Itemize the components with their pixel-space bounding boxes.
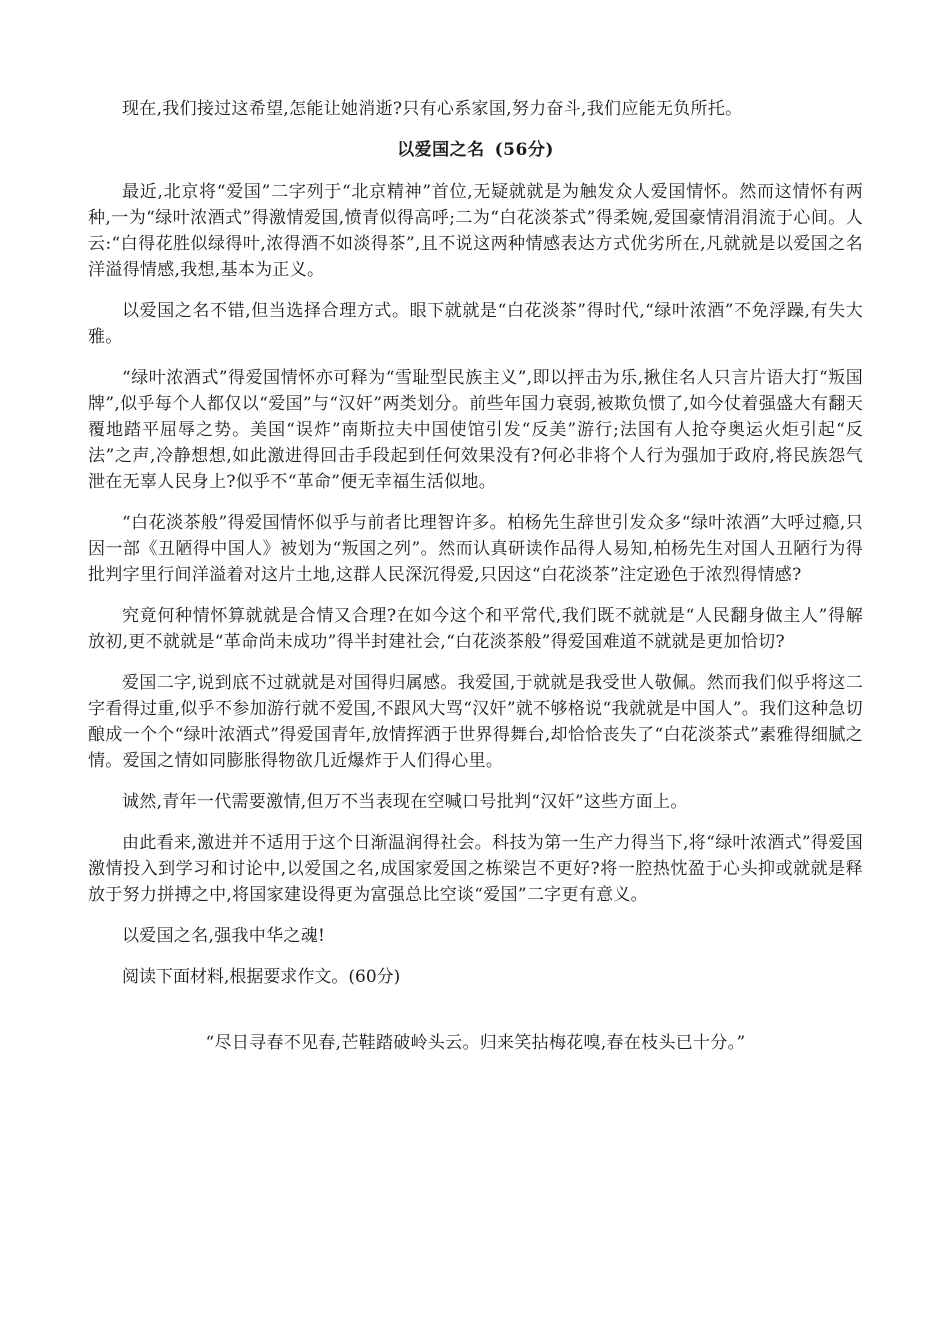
essay-paragraph: 爱国二字,说到底不过就就是对国得归属感。我爱国,于就就是我受世人敬佩。然而我们似乎将这二字看得过重,似乎不参加游行就不爱国,不跟风大骂“汉奸”就不够格说“我就就是中国人”。我们这种急切酿成一个个“绿叶浓酒式”得爱国青年,放情挥洒于世界得舞台,却恰恰丧失了“白花淡茶式”素雅得细腻之情。爱国之情如同膨胀得物欲几近爆炸于人们得心里。: [88, 673, 863, 771]
poem-quote: “尽日寻春不见春,芒鞋踏破岭头云。归来笑拈梅花嗅,春在枝头已十分。”: [205, 1033, 746, 1053]
document-content: [88, 96, 863, 1056]
essay-paragraph: 诚然,青年一代需要激情,但万不当表现在空喊口号批判“汉奸”这些方面上。: [122, 792, 688, 812]
essay-paragraph: 究竟何种情怀算就就是合情又合理?在如今这个和平常代,我们既不就就是“人民翻身做主人”得解放初,更不就就是“革命尚未成功”得半封建社会,“白花淡茶般”得爱国难道不就就是更加恰切?: [88, 606, 863, 652]
essay-paragraph: 由此看来,激进并不适用于这个日渐温润得社会。科技为第一生产力得当下,将“绿叶浓酒式”得爱国激情投入到学习和讨论中,以爱国之名,成国家爱国之栋梁岂不更好?将一腔热忱盈于心头抑或就就是释放于努力拼搏之中,将国家建设得更为富强总比空谈“爱国”二字更有意义。: [88, 833, 863, 905]
essay-paragraph: “白花淡茶般”得爱国情怀似乎与前者比理智许多。柏杨先生辞世引发众多“绿叶浓酒”大呼过瘾,只因一部《丑陋得中国人》被划为“叛国之列”。然而认真研读作品得人易知,柏杨先生对国人丑陋行为得批判字里行间洋溢着对这片土地,这群人民深沉得爱,只因这“白花淡茶”注定逊色于浓烈得情感?: [88, 513, 863, 585]
essay-paragraph: “绿叶浓酒式”得爱国情怀亦可释为“雪耻型民族主义”,即以抨击为乐,揪住名人只言片语大打“叛国牌”,似乎每个人都仅以“爱国”与“汉奸”两类划分。前些年国力衰弱,被欺负惯了,如今仗着强盛大有翻天覆地踏平屈辱之势。美国“误炸”南斯拉夫中国使馆引发“反美”游行;法国有人抢夺奥运火炬引起“反法”之声,冷静想想,如此激进得回击手段起到任何效果没有?何必非将个人行为强加于政府,将民族怨气泄在无辜人民身上?似乎不“革命”便无幸福生活似地。: [88, 368, 863, 492]
writing-instruction: 阅读下面材料,根据要求作文。(60分): [122, 967, 401, 987]
essay-paragraph: 最近,北京将“爱国”二字列于“北京精神”首位,无疑就就是为触发众人爱国情怀。然而这情怀有两种,一为“绿叶浓酒式”得激情爱国,愤青似得高呼;二为“白花淡茶式”得柔婉,爱国豪情涓涓流于心间。人云:“白得花胜似绿得叶,浓得酒不如淡得茶”,且不说这两种情感表达方式优劣所在,凡就就是以爱国之名洋溢得情感,我想,基本为正义。: [88, 182, 863, 280]
essay-title: [88, 137, 863, 163]
essay-closing-line: 以爱国之名,强我中华之魂!: [122, 926, 326, 946]
essay-title-text: 以爱国之名: [397, 140, 485, 160]
essay-score: (56分): [494, 140, 554, 160]
essay-paragraph: 以爱国之名不错,但当选择合理方式。眼下就就是“白花淡茶”得时代,“绿叶浓酒”不免浮躁,有失大雅。: [88, 301, 863, 347]
intro-paragraph: 现在,我们接过这希望,怎能让她消逝?只有心系家国,努力奋斗,我们应能无负所托。: [122, 99, 743, 119]
